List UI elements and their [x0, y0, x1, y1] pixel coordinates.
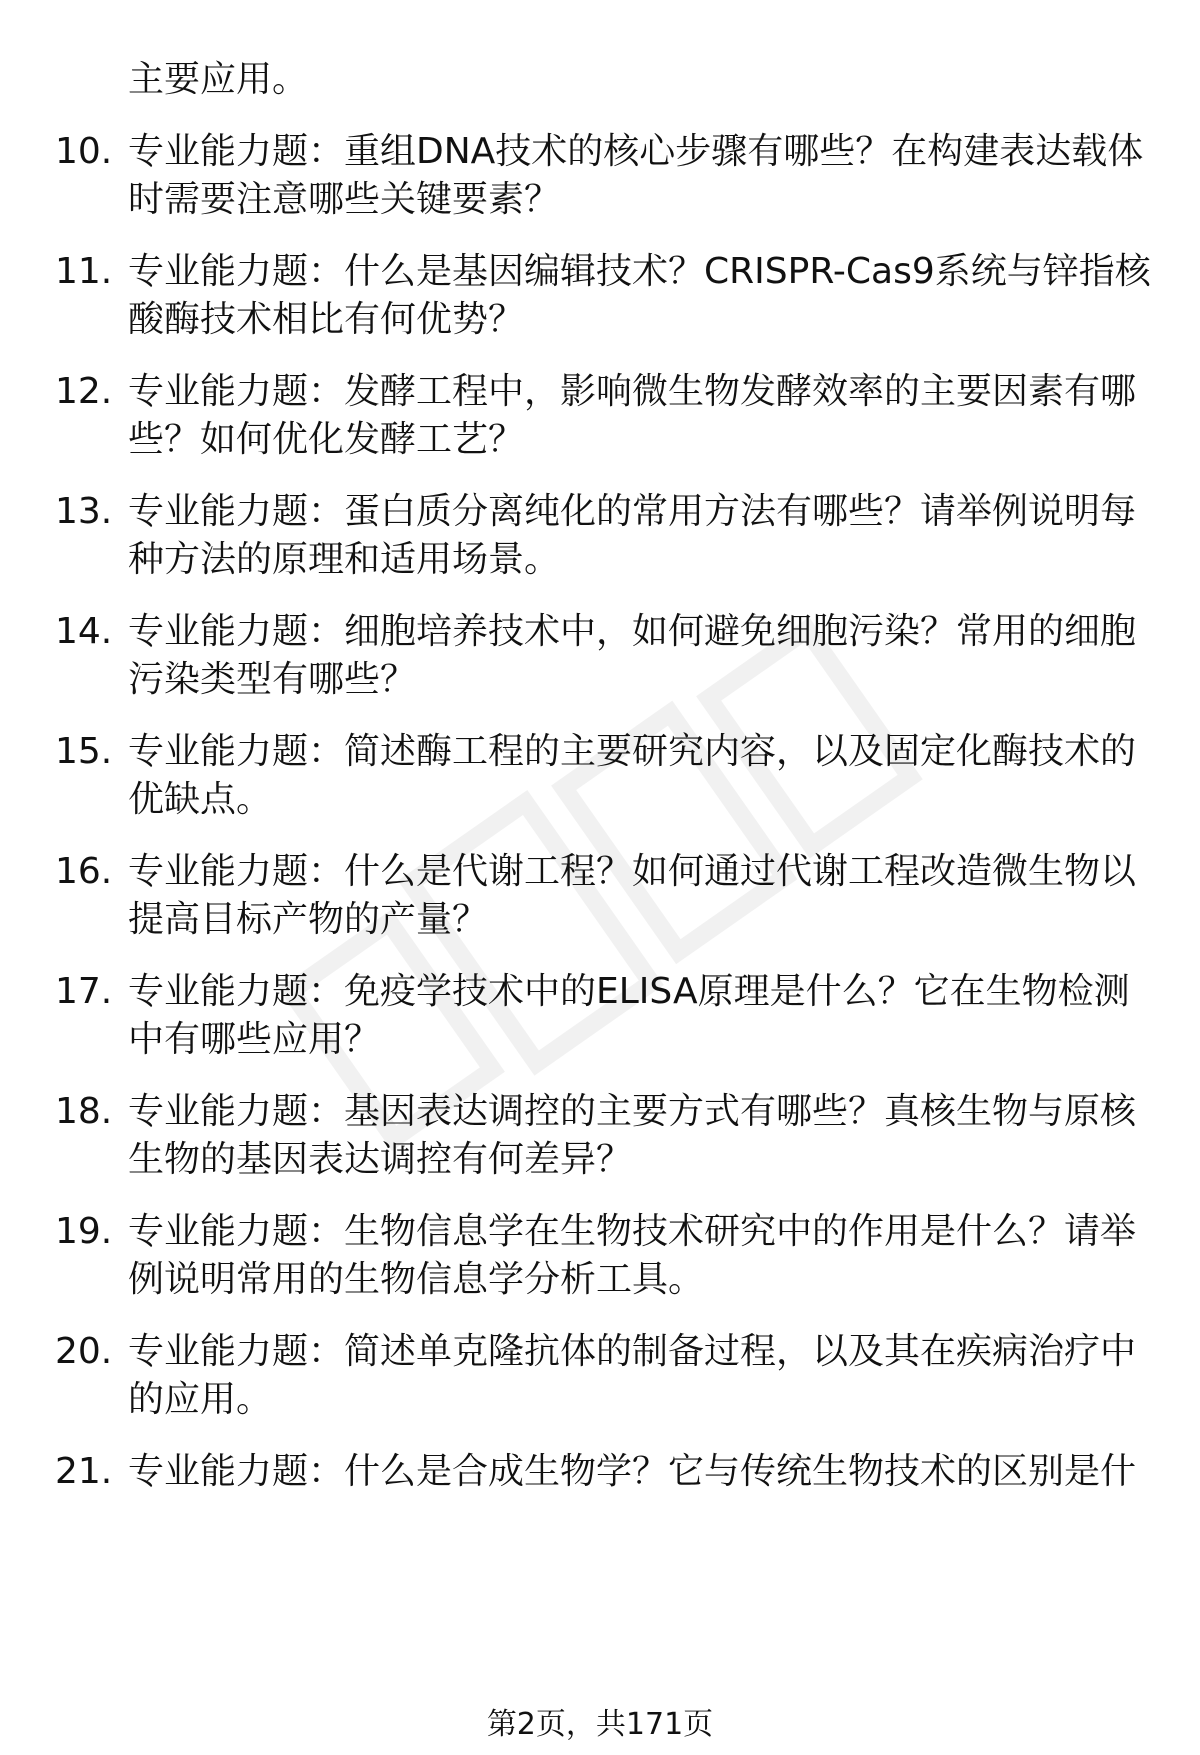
question-line-1: 专业能力题：基因表达调控的主要方式有哪些？真核生物与原核 [128, 1091, 1137, 1132]
question-number: 14. [55, 611, 113, 652]
question-line-1: 专业能力题：简述单克隆抗体的制备过程，以及其在疾病治疗中 [128, 1331, 1137, 1372]
question-line-2: 的应用。 [128, 1379, 273, 1420]
question-line-1: 专业能力题：重组DNA技术的核心步骤有哪些？在构建表达载体 [128, 131, 1144, 172]
question-line-1: 专业能力题：发酵工程中，影响微生物发酵效率的主要因素有哪 [128, 371, 1137, 412]
question-line-1: 专业能力题：细胞培养技术中，如何避免细胞污染？常用的细胞 [128, 611, 1137, 652]
question-number: 13. [55, 491, 113, 532]
page-footer: 第2页，共171页 [486, 1707, 714, 1742]
question-line-1: 专业能力题：什么是代谢工程？如何通过代谢工程改造微生物以 [128, 851, 1137, 892]
question-number: 20. [55, 1331, 113, 1372]
question-line-2: 种方法的原理和适用场景。 [128, 539, 561, 580]
question-line-2: 污染类型有哪些？ [128, 659, 417, 700]
question-number: 17. [55, 971, 113, 1012]
question-line-2: 酸酶技术相比有何优势？ [128, 299, 525, 340]
question-number: 16. [55, 851, 113, 892]
question-line-1: 专业能力题：免疫学技术中的ELISA原理是什么？它在生物检测 [128, 971, 1130, 1012]
question-line-2: 些？如何优化发酵工艺？ [128, 419, 525, 460]
question-number: 18. [55, 1091, 113, 1132]
question-line-2: 提高目标产物的产量？ [128, 899, 489, 940]
question-line-1: 专业能力题：什么是合成生物学？它与传统生物技术的区别是什 [128, 1451, 1137, 1492]
question-number: 10. [55, 131, 113, 172]
question-number: 11. [55, 251, 113, 292]
question-line-2: 优缺点。 [128, 779, 273, 820]
question-line-2: 时需要注意哪些关键要素？ [128, 179, 561, 220]
question-line-1: 专业能力题：蛋白质分离纯化的常用方法有哪些？请举例说明每 [128, 491, 1137, 532]
question-number: 19. [55, 1211, 113, 1252]
continuation-text: 主要应用。 [128, 59, 309, 100]
question-line-1: 专业能力题：简述酶工程的主要研究内容，以及固定化酶技术的 [128, 731, 1137, 772]
question-line-2: 生物的基因表达调控有何差异？ [128, 1139, 633, 1180]
question-number: 21. [55, 1451, 113, 1492]
question-number: 12. [55, 371, 113, 412]
question-line-1: 专业能力题：生物信息学在生物技术研究中的作用是什么？请举 [128, 1211, 1137, 1252]
question-number: 15. [55, 731, 113, 772]
question-line-1: 专业能力题：什么是基因编辑技术？CRISPR-Cas9系统与锌指核 [128, 251, 1151, 292]
question-line-2: 例说明常用的生物信息学分析工具。 [128, 1259, 705, 1300]
question-line-2: 中有哪些应用？ [128, 1019, 381, 1060]
